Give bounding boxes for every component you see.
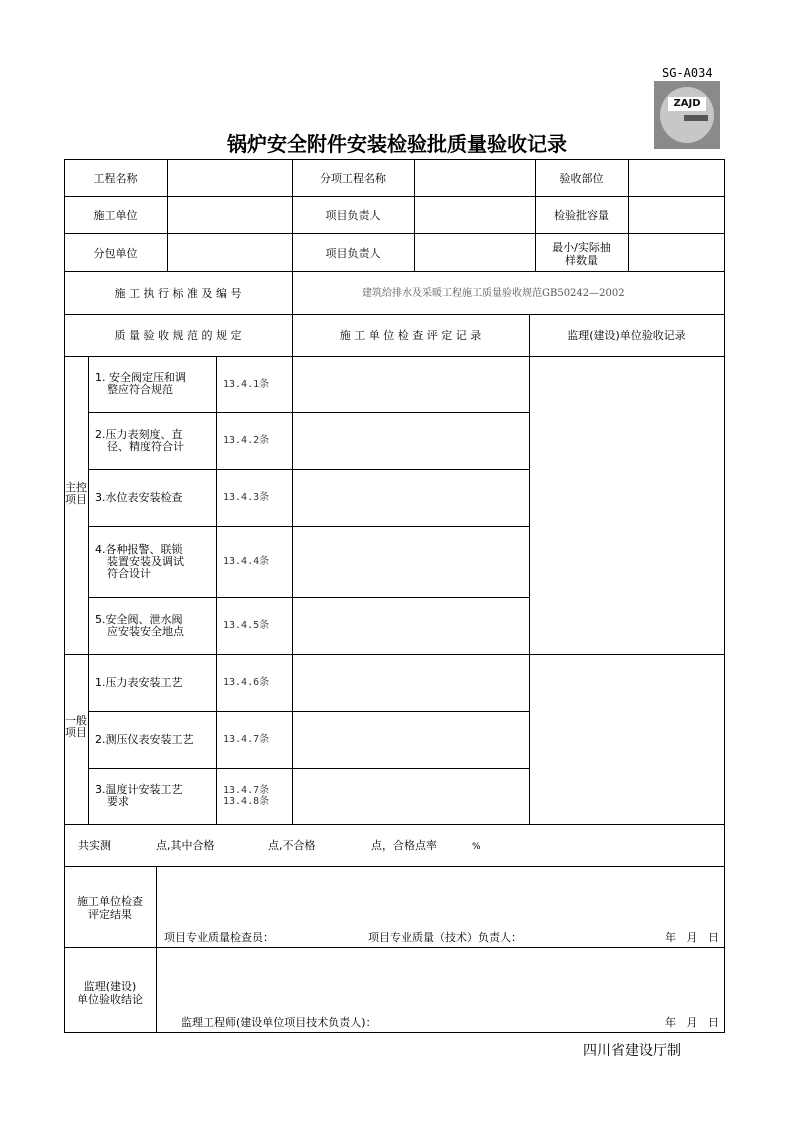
standard-label: 施 工 执 行 标 准 及 编 号 xyxy=(114,287,242,300)
general-item-3-clause: 13.4.8条 xyxy=(223,796,270,807)
main-item-3-text: 3.水位表安装检查 xyxy=(95,490,183,504)
summary-total: 共实测 xyxy=(78,839,111,852)
supervisor-result-label-2: 单位验收结论 xyxy=(77,993,143,1006)
acceptance-part-label: 验收部位 xyxy=(559,172,604,185)
main-item-4-text: 装置安装及调试 xyxy=(107,554,184,568)
sub-project-name-label: 分项工程名称 xyxy=(320,172,386,185)
issuer-footer: 四川省建设厅制 xyxy=(583,1043,681,1059)
general-item-3-text: 3.温度计安装工艺 xyxy=(95,783,183,796)
contractor-date: 年 月 日 xyxy=(665,931,719,944)
standard-value: 建筑给排水及采暖工程施工质量验收规范GB50242—2002 xyxy=(362,288,625,299)
logo-g-stroke xyxy=(684,115,708,121)
main-item-1-text: 1. 安全阀定压和调 xyxy=(95,371,186,384)
supervisor-date: 年 月 日 xyxy=(665,1016,719,1029)
main-item-2-text: 2.压力表刻度、直 xyxy=(95,427,183,441)
spec-column-header: 质 量 验 收 规 范 的 规 定 xyxy=(114,329,242,342)
main-item-2-clause: 13.4.2条 xyxy=(223,435,270,446)
form-code: SG-A034 xyxy=(662,66,713,80)
project-name-label: 工程名称 xyxy=(93,172,138,185)
main-item-5-text: 5.安全阀、泄水阀 xyxy=(95,612,183,626)
general-item-3-clause: 13.4.7条 xyxy=(223,785,270,796)
main-item-4-clause: 13.4.4条 xyxy=(223,556,270,567)
main-items-label: 主控项目 xyxy=(65,481,87,506)
summary-percent: % xyxy=(472,842,481,852)
supervisor-engineer-label: 监理工程师(建设单位项目技术负责人)： xyxy=(181,1016,377,1029)
summary-rate: 点，合格点率 xyxy=(371,839,437,852)
contractor-result-label-1: 施工单位检查 xyxy=(77,895,143,908)
construction-unit-label: 施工单位 xyxy=(93,209,138,222)
summary-fail: 点,不合格 xyxy=(268,839,316,852)
summary-pass: 点,其中合格 xyxy=(156,839,215,852)
subcontract-unit-label: 分包单位 xyxy=(93,247,138,260)
main-item-1-text: 整应符合规范 xyxy=(107,383,173,396)
main-item-5-clause: 13.4.5条 xyxy=(223,620,270,631)
project-manager-label-2: 项目负责人 xyxy=(325,247,381,260)
main-item-4-text: 4.各种报警、联锁 xyxy=(95,542,183,556)
project-manager-label: 项目负责人 xyxy=(325,209,381,222)
general-item-3-text: 要求 xyxy=(107,795,129,808)
logo-text: ZAJD xyxy=(668,97,706,111)
general-item-2-text: 2.测压仪表安装工艺 xyxy=(95,732,194,746)
general-item-1-text: 1.压力表安装工艺 xyxy=(95,675,183,689)
main-item-1-clause: 13.4.1条 xyxy=(223,378,270,390)
main-item-4-text: 符合设计 xyxy=(107,566,151,580)
general-item-2-clause: 13.4.7条 xyxy=(223,734,270,745)
main-item-2-text: 径、精度符合计 xyxy=(107,439,184,453)
general-items-label: 一般项目 xyxy=(65,714,87,739)
quality-inspector-label: 项目专业质量检查员： xyxy=(164,931,274,944)
general-item-1-clause: 13.4.6条 xyxy=(223,677,270,688)
quality-tech-lead-label: 项目专业质量（技术）负责人： xyxy=(368,931,522,944)
contractor-result-label-2: 评定结果 xyxy=(88,908,132,921)
batch-capacity-label: 检验批容量 xyxy=(554,209,609,222)
sample-qty-label-2: 样数量 xyxy=(565,254,598,267)
supervisor-column-header: 监理(建设)单位验收记录 xyxy=(567,329,686,342)
main-item-5-text: 应安装安全地点 xyxy=(107,624,184,638)
page-title: 锅炉安全附件安装检验批质量验收记录 xyxy=(227,132,567,156)
main-item-3-clause: 13.4.3条 xyxy=(223,492,270,503)
contractor-column-header: 施 工 单 位 检 查 评 定 记 录 xyxy=(339,329,482,342)
sample-qty-label-1: 最小/实际抽 xyxy=(552,241,611,254)
supervisor-result-label-1: 监理(建设) xyxy=(83,980,137,993)
